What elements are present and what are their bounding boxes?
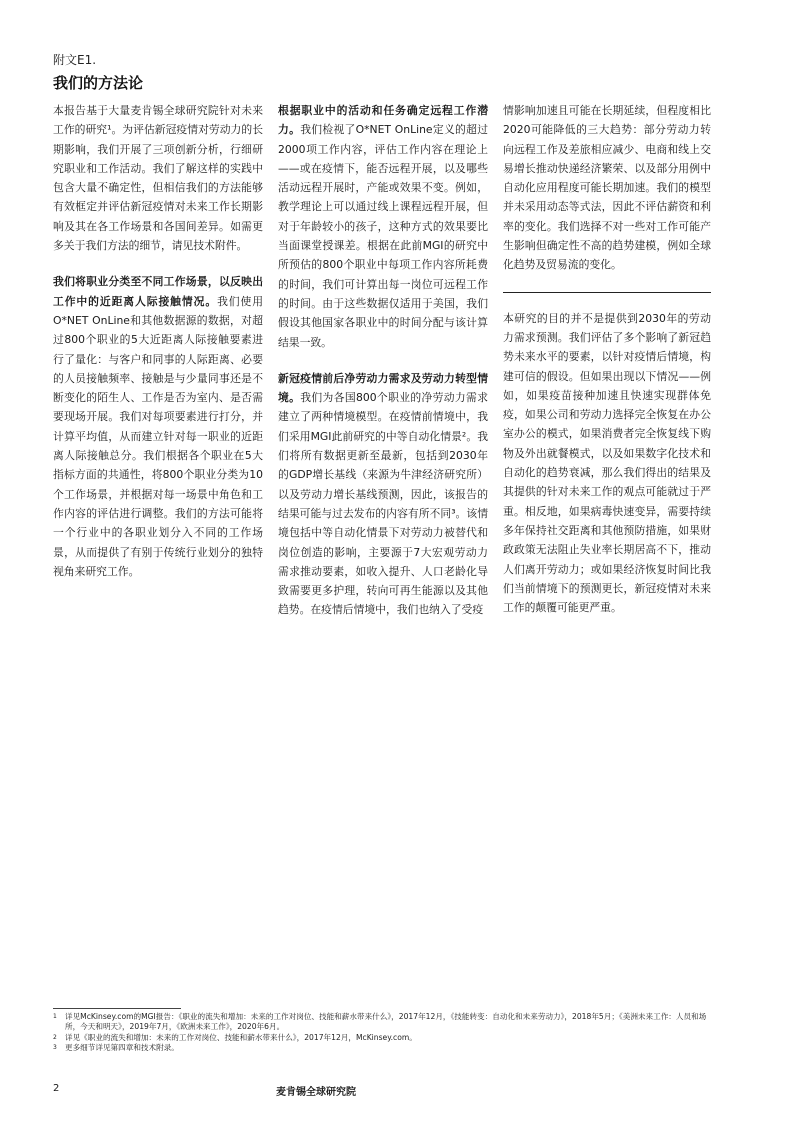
footnote: [53, 1012, 713, 1033]
footnote-divider: [53, 1008, 181, 1009]
paragraph: [278, 369, 488, 620]
paragraph: [278, 101, 488, 352]
paragraph-body: 本报告基于大量麦肯锡全球研究院针对未来工作的研究¹。为评估新冠疫情对劳动力的长期影响，我们开展了三项创新分析，行细研究职业和工作活动。我们了解这样的实践中包含大量不确定性，但相信我们的方法能够有效框定并评估新冠疫情对未来工作长期影响及其在各工作场景和各国间差异。如需更多关于我们方法的细节，请见技术附件。: [53, 104, 263, 253]
paragraph-lead: 我们将职业分类至不同工作场景，以反映出工作中的近距离人际接触情况。: [53, 275, 263, 308]
page-title: 我们的方法论: [53, 74, 144, 92]
paragraph-body: 我们为各国800个职业的净劳动力需求建立了两种情境模型。在疫情前情境中，我们采用MGI此前研究的中等自动化情景²。我们将所有数据更新至最新，包括到2030年的GDP增长基线（来源为牛津经济研究所）以及劳动力增长基线预测，因此，该报告的结果可能与过去发布的内容有所不同³。该情境包括中等自动化情景下对劳动力被替代和岗位创造的影响，主要源于7大宏观劳动力需求推动要素，如收入提升、人口老龄化导致需要更多护理，转向可再生能源以及其他趋势。在疫情后情境中，我们也纳入了受疫: [278, 391, 488, 617]
text-column-1: [53, 101, 263, 598]
footnote-text: 更多细节详见第四章和技术附录。: [65, 1042, 179, 1052]
footnote-number: 1: [53, 1013, 57, 1020]
paragraph: 本研究的目的并不是提供到2030年的劳动力需求预测。我们评估了多个影响了新冠趋势未来水平的要素，以针对疫情后情境，构建可信的假设。但如果出现以下情况——例如，如果疫苗接种加速且快速实现群体免疫，如果公司和劳动力选择完全恢复在办公室办公的模式，如果消费者完全恢复线下购物及外出就餐模式，以及如果数字化技术和自动化的趋势衰减，那么我们得出的结果及其提供的针对未来工作的观点可能就过于严重。相反地，如果病毒快速变异，需要持续多年保持社交距离和其他预防措施，如果财政政策无法阻止失业率长期居高不下，推动人们离开劳动力；或如果经济恢复时间比我们当前情境下的预测更长，新冠疫情对未来工作的颠覆可能更严重。: [503, 311, 711, 615]
paragraph: [53, 101, 263, 255]
footer-organization: 麦肯锡全球研究院: [276, 1087, 356, 1098]
footnote-text: 详见McKinsey.com的MGI报告：《职业的流失和增加：未来的工作对岗位、技能和薪水带来什么》，2017年12月，《技能转变：自动化和未来劳动力》，2018年5月；《美洲未来工作：人员和场所，今天和明天》，2019年7月，《欧洲未来工作》，2020年6月。: [65, 1012, 707, 1032]
footnote-number: 2: [53, 1033, 57, 1041]
page-number: 2: [53, 1083, 60, 1094]
paragraph: [53, 272, 263, 581]
paragraph-body: 我们使用O*NET OnLine和其他数据源的数据，对超过800个职业的5大近距离人际接触要素进行了量化：与客户和同事的人际距离、必要的人员接触频率、接触是与少量同事还是不断变化的陌生人、工作是否为室内、是否需要现场开展。我们对每项要素进行打分，并计算平均值，从而建立针对每一职业的近距离人际接触总分。我们根据各个职业在5大指标方面的共通性，将800个职业分类为10个工作场景，并根据对每一场景中角色和工作内容的评估进行调整。我们的方法可能将一个行业中的各职业划分入不同的工作场景，从而提供了有别于传统行业划分的独特视角来研究工作。: [53, 294, 264, 578]
footnote: [53, 1043, 713, 1053]
footnote-text: 详见《职业的流失和增加：未来的工作对岗位、技能和薪水带来什么》，2017年12月，McKinsey.com。: [65, 1032, 417, 1042]
paragraph-lead: 根据职业中的活动和任务确定远程工作潜力。: [278, 104, 488, 137]
section-divider: [503, 292, 711, 293]
paragraph: 情影响加速且可能在长期延续，但程度相比2020可能降低的三大趋势：部分劳动力转向远程工作及差旅相应减少、电商和线上交易增长推动快递经济繁荣、以及部分用例中自动化应用程度可能长期加速。我们的模型并未采用动态等式法，因此不评估薪资和利率的变化。我们选择不对一些对工作可能产生影响但确定性不高的趋势建模，例如全球化趋势及贸易流的变化。: [503, 104, 711, 272]
paragraph-body: 我们检视了O*NET OnLine定义的超过2000项工作内容，评估工作内容在理论上——或在疫情下，能否远程开展，以及哪些活动远程开展时，产能或效果不变。例如，教学理论上可以通过线上课程远程开展，但对于年龄较小的孩子，这种方式的效果要比当面课堂授课差。根据在此前MGI的研究中所预估的800个职业中每项工作内容所耗费的时间，我们可计算出每一岗位可远程工作的时间。由于这些数据仅适用于美国，我们假设其他国家各职业中的时间分配与该计算结果一致。: [278, 123, 489, 349]
footnote-number: 3: [53, 1043, 57, 1051]
exhibit-label: 附文E1.: [53, 53, 97, 67]
paragraph-lead: 新冠疫情前后净劳动力需求及劳动力转型情境。: [278, 371, 488, 405]
text-column-3: [503, 101, 711, 634]
footnote: [53, 1033, 713, 1043]
text-column-2: [278, 101, 488, 637]
footnotes: [53, 1012, 713, 1053]
